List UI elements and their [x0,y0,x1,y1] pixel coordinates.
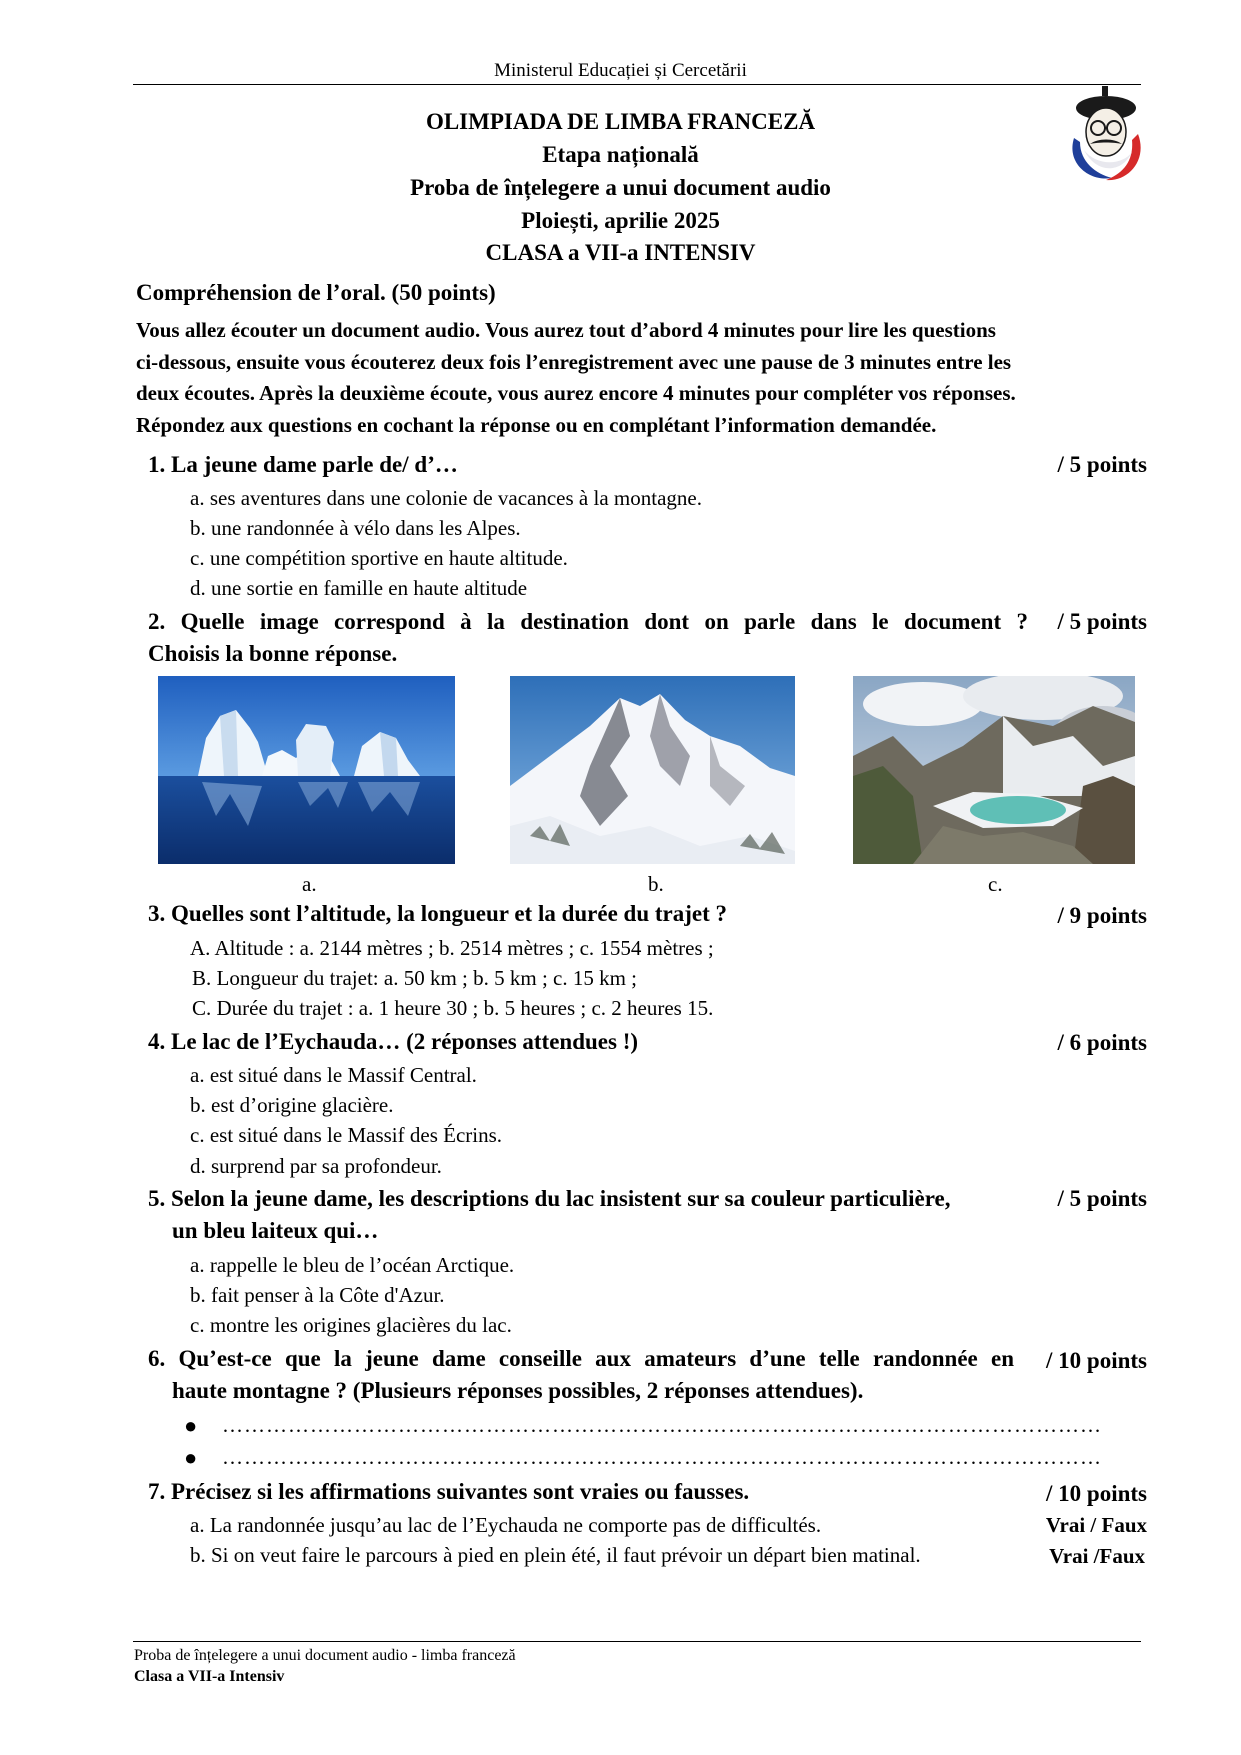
question-7: 7. Précisez si les affirmations suivantes sont vraies ou fausses. [148,1479,750,1504]
option[interactable]: a. est situé dans le Massif Central. [190,1063,477,1087]
question-5-line2: un bleu laiteux qui… [172,1218,379,1243]
question-1: 1. La jeune dame parle de/ d’… [148,452,458,477]
statement: a. La randonnée jusqu’au lac de l’Eychauda ne comporte pas de difficultés. [190,1513,822,1537]
question-2-line2: Choisis la bonne réponse. [148,641,398,666]
stage-title: Etapa națională [542,142,699,167]
question-2-points: / 5 points [1057,609,1147,634]
option[interactable]: a. ses aventures dans une colonie de vacances à la montagne. [190,486,702,510]
option[interactable]: a. rappelle le bleu de l’océan Arctique. [190,1253,515,1277]
icebergs-photo[interactable] [158,676,455,864]
option[interactable]: C. Durée du trajet : a. 1 heure 30 ; b. 5 heures ; c. 2 heures 15. [192,996,714,1020]
olympiad-title: OLIMPIADA DE LIMBA FRANCEZĂ [425,109,816,134]
section-title: Compréhension de l’oral. (50 points) [136,280,496,305]
footer-line-2: Clasa a VII-a Intensiv [134,1668,285,1685]
glacial-lake-photo[interactable] [853,676,1135,864]
question-3: 3. Quelles sont l’altitude, la longueur et la durée du trajet ? [148,901,728,926]
option[interactable]: b. est d’origine glacière. [190,1093,394,1117]
instructions-line: ci-dessous, ensuite vous écouterez deux fois l’enregistrement avec une pause de 3 minutes entre les [136,349,1012,374]
footer-line-1: Proba de înțelegere a unui document audio - limba franceză [134,1647,516,1664]
footer-divider [133,1641,1141,1642]
test-title: Proba de înțelegere a unui document audio [410,175,831,200]
option[interactable]: A. Altitude : a. 2144 mètres ; b. 2514 mètres ; c. 1554 mètres ; [190,936,714,960]
option[interactable]: b. fait penser à la Côte d'Azur. [190,1283,445,1307]
answer-line[interactable]: ………………………………………………………………………………………………………… [222,1413,1102,1437]
option[interactable]: B. Longueur du trajet: a. 50 km ; b. 5 km ; c. 15 km ; [192,966,638,990]
question-2: 2. Quelle image correspond à la destination dont on parle dans le document ? [148,609,1028,634]
question-6-points: / 10 points [1046,1348,1147,1373]
option[interactable]: d. une sortie en famille en haute altitude [190,576,528,600]
true-false-choice[interactable]: Vrai / Faux [1045,1513,1147,1537]
answer-line[interactable]: ………………………………………………………………………………………………………… [222,1445,1102,1469]
ministry-header: Ministerul Educației și Cercetării [494,60,747,81]
statement: b. Si on veut faire le parcours à pied en plein été, il faut prévoir un départ bien matinal. [190,1543,921,1567]
question-7-points: / 10 points [1046,1481,1147,1506]
question-1-points: / 5 points [1057,452,1147,477]
image-caption-b: b. [648,872,664,896]
question-5-points: / 5 points [1057,1186,1147,1211]
question-4-points: / 6 points [1057,1030,1147,1055]
option[interactable]: c. montre les origines glacières du lac. [190,1313,512,1337]
option[interactable]: c. une compétition sportive en haute altitude. [190,546,568,570]
image-caption-a: a. [302,872,317,896]
image-caption-c: c. [988,872,1003,896]
option[interactable]: c. est situé dans le Massif des Écrins. [190,1123,503,1147]
option[interactable]: b. une randonnée à vélo dans les Alpes. [190,516,521,540]
instructions-line: Vous allez écouter un document audio. Vous aurez tout d’abord 4 minutes pour lire les questions [136,318,996,342]
class-title: CLASA a VII-a INTENSIV [485,240,756,265]
question-6: 6. Qu’est-ce que la jeune dame conseille aux amateurs d’une telle randonnée en [148,1346,1014,1371]
bullet-icon: ● [184,1445,198,1470]
instructions [136,315,1134,441]
question-5: 5. Selon la jeune dame, les descriptions du lac insistent sur sa couleur particulière, [148,1186,951,1211]
question-4: 4. Le lac de l’Eychauda… (2 réponses attendues !) [148,1029,639,1054]
question-6-line2: haute montagne ? (Plusieurs réponses possibles, 2 réponses attendues). [172,1378,864,1403]
header-divider [133,84,1141,85]
instructions-line: Répondez aux questions en cochant la réponse ou en complétant l’information demandée. [136,412,937,437]
question-3-points: / 9 points [1057,903,1147,928]
bullet-icon: ● [184,1413,198,1438]
instructions-line: deux écoutes. Après la deuxième écoute, vous aurez encore 4 minutes pour compléter vos réponses. [136,381,1016,405]
place-date: Ploiești, aprilie 2025 [521,208,720,233]
true-false-choice[interactable]: Vrai /Faux [1049,1544,1145,1568]
option[interactable]: d. surprend par sa profondeur. [190,1154,442,1178]
snowy-mountain-photo[interactable] [510,676,795,864]
